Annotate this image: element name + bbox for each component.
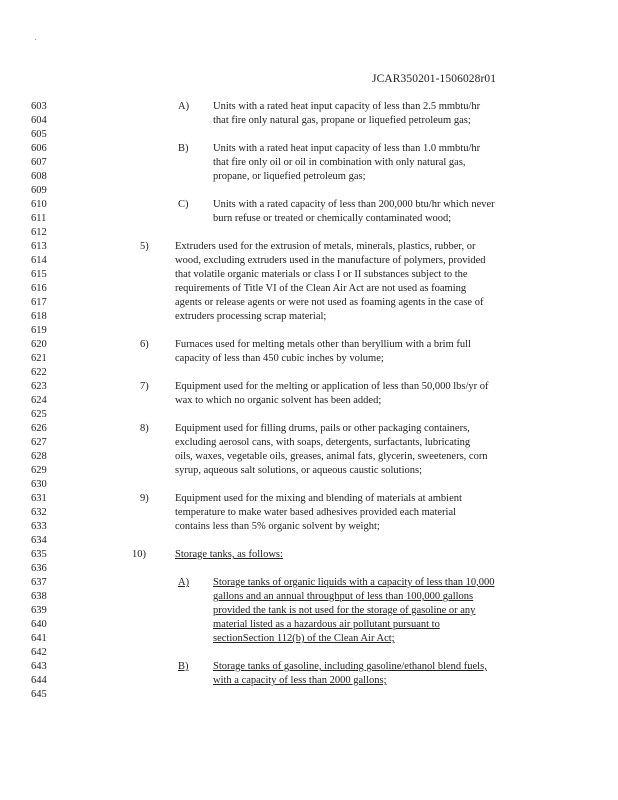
line-text: burn refuse or treated or chemically contaminated wood; <box>213 213 452 224</box>
item-label: 8) <box>140 423 149 434</box>
line-number: 612 <box>31 227 47 238</box>
line-number: 606 <box>31 143 47 154</box>
line-number: 622 <box>31 367 47 378</box>
line-number: 637 <box>31 577 47 588</box>
scan-speck <box>35 39 36 40</box>
line-number: 626 <box>31 423 47 434</box>
line-number: 607 <box>31 157 47 168</box>
line-number: 636 <box>31 563 47 574</box>
line-text: extruders processing scrap material; <box>175 311 327 322</box>
line-number: 644 <box>31 675 47 686</box>
line-number: 639 <box>31 605 47 616</box>
line-text: Furnaces used for melting metals other than beryllium with a brim full <box>175 339 471 350</box>
line-text: Storage tanks of organic liquids with a capacity of less than 10,000 <box>213 577 495 588</box>
line-number: 620 <box>31 339 47 350</box>
line-number: 634 <box>31 535 47 546</box>
line-text: contains less than 5% organic solvent by weight; <box>175 521 380 532</box>
item-label: 9) <box>140 493 149 504</box>
line-text: Equipment used for the melting or application of less than 50,000 lbs/yr of <box>175 381 489 392</box>
item-label: 7) <box>140 381 149 392</box>
item-label: B) <box>178 143 189 154</box>
line-text: gallons and an annual throughput of less than 100,000 gallons <box>213 591 474 602</box>
line-number: 633 <box>31 521 47 532</box>
item-label: 10) <box>132 549 146 560</box>
line-text: that fire only oil or oil in combination with only natural gas, <box>213 157 466 168</box>
line-text: wood, excluding extruders used in the manufacture of polymers, provided <box>175 255 486 266</box>
line-number: 603 <box>31 101 47 112</box>
line-text: Extruders used for the extrusion of metals, minerals, plastics, rubber, or <box>175 241 476 252</box>
item-label: 6) <box>140 339 149 350</box>
line-number: 615 <box>31 269 47 280</box>
line-number: 623 <box>31 381 47 392</box>
line-text: agents or release agents or were not used as foaming agents in the case of <box>175 297 484 308</box>
line-number: 624 <box>31 395 47 406</box>
line-number: 630 <box>31 479 47 490</box>
line-number: 614 <box>31 255 47 266</box>
line-text: with a capacity of less than 2000 gallons; <box>213 675 387 686</box>
line-number: 617 <box>31 297 47 308</box>
line-text: propane, or liquefied petroleum gas; <box>213 171 366 182</box>
line-text: wax to which no organic solvent has been added; <box>175 395 382 406</box>
document-code: JCAR350201-1506028r01 <box>372 73 497 85</box>
line-number: 628 <box>31 451 47 462</box>
line-number: 635 <box>31 549 47 560</box>
line-number: 610 <box>31 199 47 210</box>
line-number: 643 <box>31 661 47 672</box>
line-number: 625 <box>31 409 47 420</box>
item-label: C) <box>178 199 189 210</box>
line-number: 631 <box>31 493 47 504</box>
line-number: 616 <box>31 283 47 294</box>
line-number: 613 <box>31 241 47 252</box>
line-number: 605 <box>31 129 47 140</box>
line-number: 627 <box>31 437 47 448</box>
line-text: that fire only natural gas, propane or liquefied petroleum gas; <box>213 115 471 126</box>
line-text: capacity of less than 450 cubic inches by volume; <box>175 353 384 364</box>
item-label: 5) <box>140 241 149 252</box>
line-text: Equipment used for the mixing and blending of materials at ambient <box>175 493 462 504</box>
line-text: sectionSection 112(b) of the Clean Air Act; <box>213 633 395 644</box>
line-text: provided the tank is not used for the storage of gasoline or any <box>213 605 476 616</box>
line-text: Storage tanks of gasoline, including gasoline/ethanol blend fuels, <box>213 661 487 672</box>
line-number: 611 <box>31 213 47 224</box>
line-number: 638 <box>31 591 47 602</box>
line-number: 608 <box>31 171 47 182</box>
line-number: 629 <box>31 465 47 476</box>
line-text: oils, waxes, vegetable oils, greases, animal fats, glycerin, sweeteners, corn <box>175 451 488 462</box>
line-text: Storage tanks, as follows: <box>175 549 283 560</box>
item-label: B) <box>178 661 189 672</box>
item-label: A) <box>178 577 190 588</box>
line-text: Units with a rated heat input capacity of less than 1.0 mmbtu/hr <box>213 143 481 154</box>
line-text: that volatile organic materials or class I or II substances subject to the <box>175 269 468 280</box>
line-text: Equipment used for filling drums, pails or other packaging containers, <box>175 423 470 434</box>
line-number: 632 <box>31 507 47 518</box>
line-text: Units with a rated heat input capacity of less than 2.5 mmbtu/hr <box>213 101 481 112</box>
line-number: 609 <box>31 185 47 196</box>
line-text: Units with a rated capacity of less than 200,000 btu/hr which never <box>213 199 495 210</box>
line-number: 618 <box>31 311 47 322</box>
line-text: requirements of Title VI of the Clean Air Act are not used as foaming <box>175 283 467 294</box>
item-label: A) <box>178 101 190 112</box>
line-number: 640 <box>31 619 47 630</box>
line-number: 645 <box>31 689 47 700</box>
line-text: material listed as a hazardous air pollutant pursuant to <box>213 619 440 630</box>
line-text: temperature to make water based adhesives provided each material <box>175 507 457 518</box>
line-number: 641 <box>31 633 47 644</box>
line-number: 621 <box>31 353 47 364</box>
line-number: 604 <box>31 115 47 126</box>
line-number: 619 <box>31 325 47 336</box>
line-text: syrup, aqueous salt solutions, or aqueous caustic solutions; <box>175 465 423 476</box>
line-number: 642 <box>31 647 47 658</box>
line-text: excluding aerosol cans, with soaps, detergents, surfactants, lubricating <box>175 437 471 448</box>
